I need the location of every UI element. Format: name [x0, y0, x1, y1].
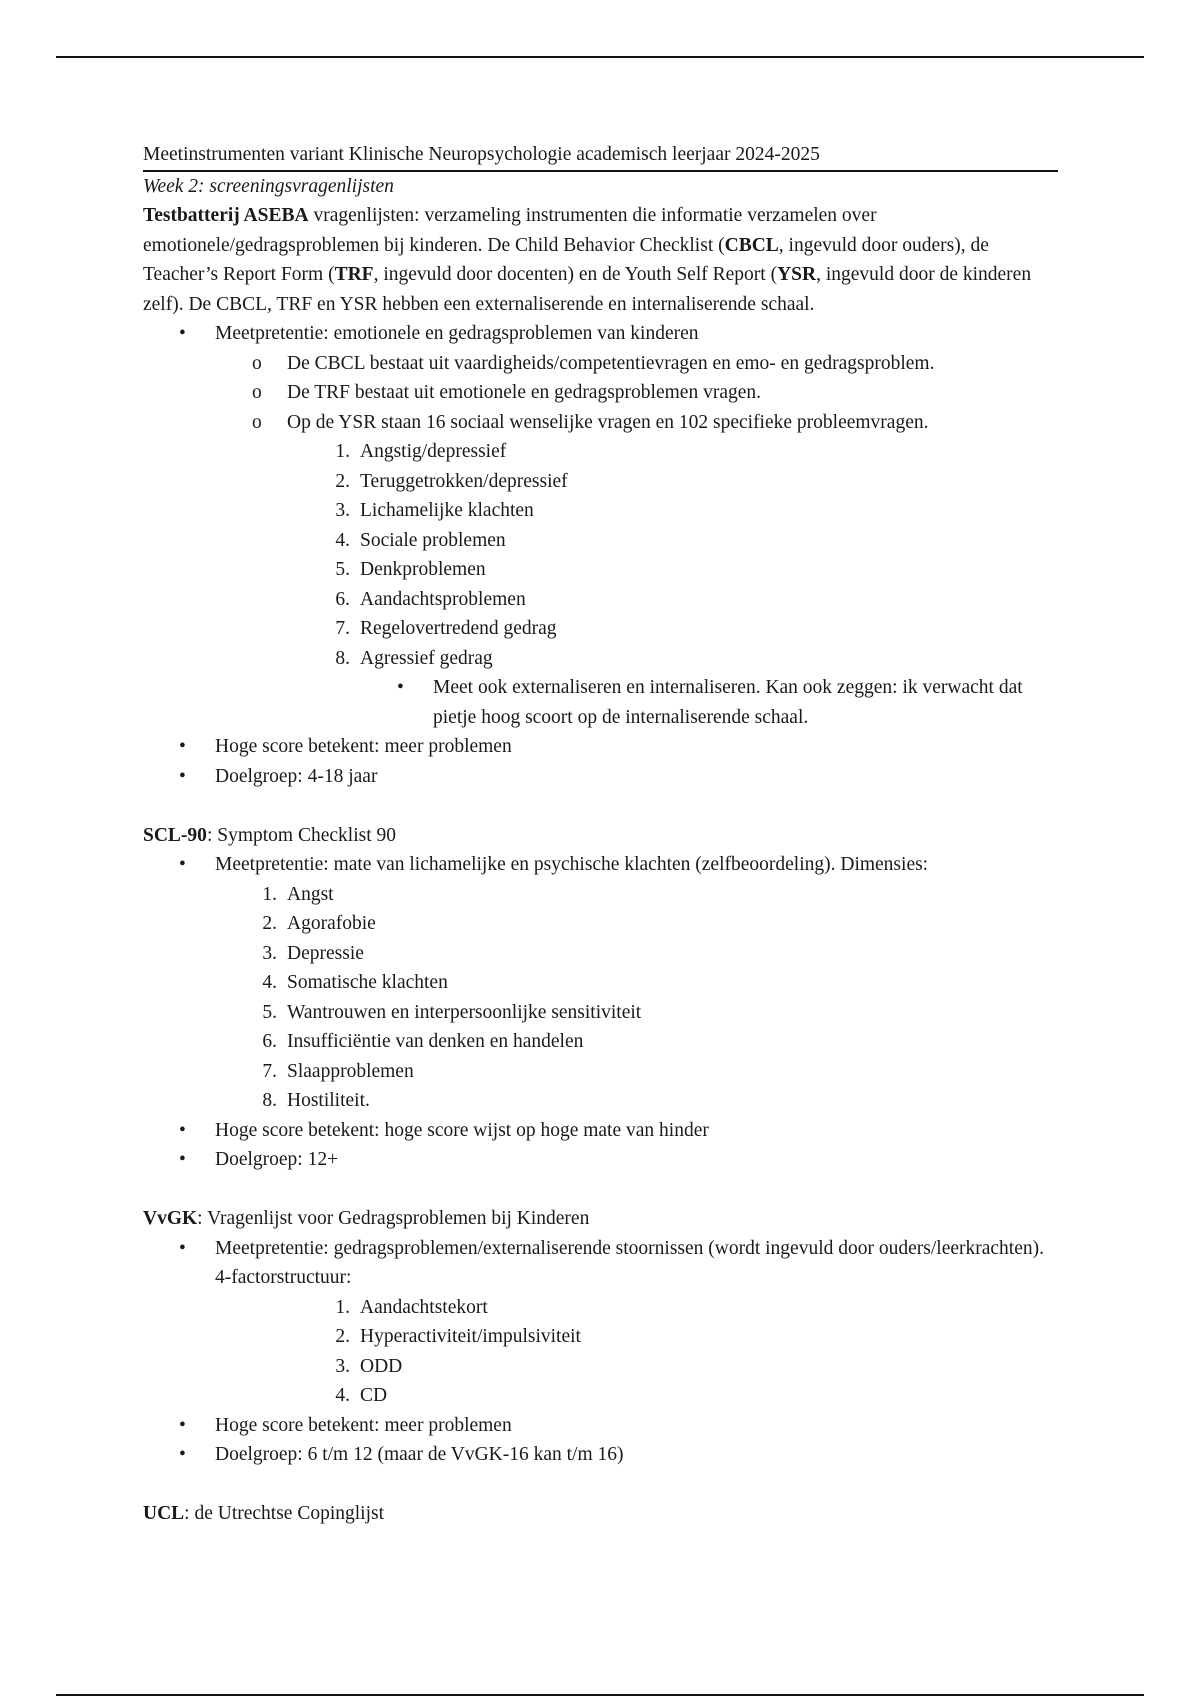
list-item: 3. ODD: [335, 1355, 403, 1377]
list-item: • Meetpretentie: gedragsproblemen/externaliserende stoornissen (wordt ingevuld door ouders/leerkrachten). 4-factorstructuur:: [143, 1234, 1058, 1293]
vvgk-heading: VvGK: Vragenlijst voor Gedragsproblemen bij Kinderen: [143, 1208, 590, 1229]
scl90-bullets: [143, 850, 1058, 880]
circle-marker: o: [252, 352, 262, 374]
list-item: • Hoge score betekent: hoge score wijst op hoge mate van hinder: [143, 1116, 1058, 1146]
document-body: [143, 140, 1058, 1529]
list-item: • Meetpretentie: emotionele en gedragsproblemen van kinderen: [143, 319, 1058, 349]
week-subtitle: Week 2: screeningsvragenlijsten: [143, 175, 394, 197]
bullet-marker: •: [179, 854, 186, 875]
bullet-marker: •: [179, 1149, 186, 1170]
list-item: 7. Slaapproblemen: [262, 1060, 414, 1082]
list-item: 2. Agorafobie: [262, 913, 376, 934]
list-item: 2. Hyperactiviteit/impulsiviteit: [335, 1326, 581, 1347]
bullet-marker: •: [179, 1444, 186, 1465]
list-item: 4. Sociale problemen: [335, 529, 506, 551]
bullet-marker: •: [397, 677, 404, 698]
aseba-intro: Testbatterij ASEBA vragenlijsten: verzameling instrumenten die informatie verzamelen over emotionele/gedragsproblemen bij kinderen. De Child Behavior Checklist (CBCL, ingevuld door ouders), de Teacher’s Report Form (TRF, ingevuld door docenten) en de Youth Self Report (YSR, ingevuld door de kinderen zelf). De CBCL, TRF en YSR hebben een externaliserende en internaliserende schaal.: [143, 205, 1032, 315]
list-item: 1. Angstig/depressief: [335, 441, 507, 462]
aseba-title: Testbatterij ASEBA: [143, 205, 309, 226]
list-item: 1. Angst: [262, 883, 334, 905]
vvgk-summary-bullets: [143, 1411, 1058, 1470]
spacer: [143, 1175, 1058, 1205]
list-item: • Doelgroep: 6 t/m 12 (maar de VvGK-16 kan t/m 16): [143, 1440, 1058, 1470]
vvgk-factors-list: [143, 1293, 1058, 1411]
list-item: • Meetpretentie: mate van lichamelijke en psychische klachten (zelfbeoordeling). Dimensies:: [143, 850, 1058, 880]
page-top-rule: [56, 56, 1144, 58]
list-item: 4. CD: [335, 1385, 388, 1406]
list-item: 4. Somatische klachten: [262, 972, 448, 993]
list-item: 7. Regelovertredend gedrag: [335, 618, 557, 639]
bullet-marker: •: [179, 765, 186, 787]
aseba-note: • Meet ook externaliseren en internaliseren. Kan ook zeggen: ik verwacht dat pietje hoog scoort op de internaliserende schaal.: [143, 673, 1058, 732]
list-item: • Doelgroep: 12+: [143, 1145, 1058, 1175]
circle-marker: o: [252, 382, 262, 403]
scl90-heading: SCL-90: Symptom Checklist 90: [143, 824, 396, 846]
bullet-marker: •: [179, 323, 186, 344]
aseba-bullets: [143, 319, 1058, 349]
list-item: 3. Lichamelijke klachten: [335, 500, 534, 521]
list-item: o Op de YSR staan 16 sociaal wenselijke vragen en 102 specifieke probleemvragen.: [143, 408, 1058, 438]
list-item: 1. Aandachtstekort: [335, 1296, 488, 1318]
list-item: 2. Teruggetrokken/depressief: [335, 470, 568, 492]
list-item: 5. Wantrouwen en interpersoonlijke sensitiviteit: [262, 1001, 642, 1023]
list-item: 6. Insufficiëntie van denken en handelen: [262, 1031, 584, 1052]
aseba-sub-list: [143, 349, 1058, 438]
spacer: [143, 1470, 1058, 1500]
list-item: 5. Denkproblemen: [335, 559, 486, 580]
bullet-marker: •: [179, 736, 186, 757]
scl90-summary-bullets: [143, 1116, 1058, 1175]
list-item: 6. Aandachtsproblemen: [335, 588, 526, 610]
list-item: o De CBCL bestaat uit vaardigheids/competentievragen en emo- en gedragsproblem.: [143, 349, 1058, 379]
list-item: • Hoge score betekent: meer problemen: [143, 1411, 1058, 1441]
ysr-scales-list: [143, 437, 1058, 673]
list-item: 3. Depressie: [262, 942, 364, 964]
list-item: 8. Hostiliteit.: [262, 1090, 370, 1111]
bullet-marker: •: [179, 1237, 186, 1259]
bullet-marker: •: [179, 1414, 186, 1436]
document-header: Meetinstrumenten variant Klinische Neuropsychologie academisch leerjaar 2024-2025: [143, 140, 1058, 172]
bullet-marker: •: [179, 1119, 186, 1141]
aseba-summary-bullets: [143, 732, 1058, 791]
list-item: • Doelgroep: 4-18 jaar: [143, 762, 1058, 792]
list-item: o De TRF bestaat uit emotionele en gedragsproblemen vragen.: [143, 378, 1058, 408]
spacer: [143, 791, 1058, 821]
ucl-heading: UCL: de Utrechtse Copinglijst: [143, 1503, 385, 1524]
circle-marker: o: [252, 411, 262, 433]
page-bottom-rule: [56, 1694, 1144, 1696]
list-item: 8. Agressief gedrag: [335, 647, 493, 669]
scl90-dimensions-list: [143, 880, 1058, 1116]
list-item: • Hoge score betekent: meer problemen: [143, 732, 1058, 762]
vvgk-bullets: [143, 1234, 1058, 1293]
